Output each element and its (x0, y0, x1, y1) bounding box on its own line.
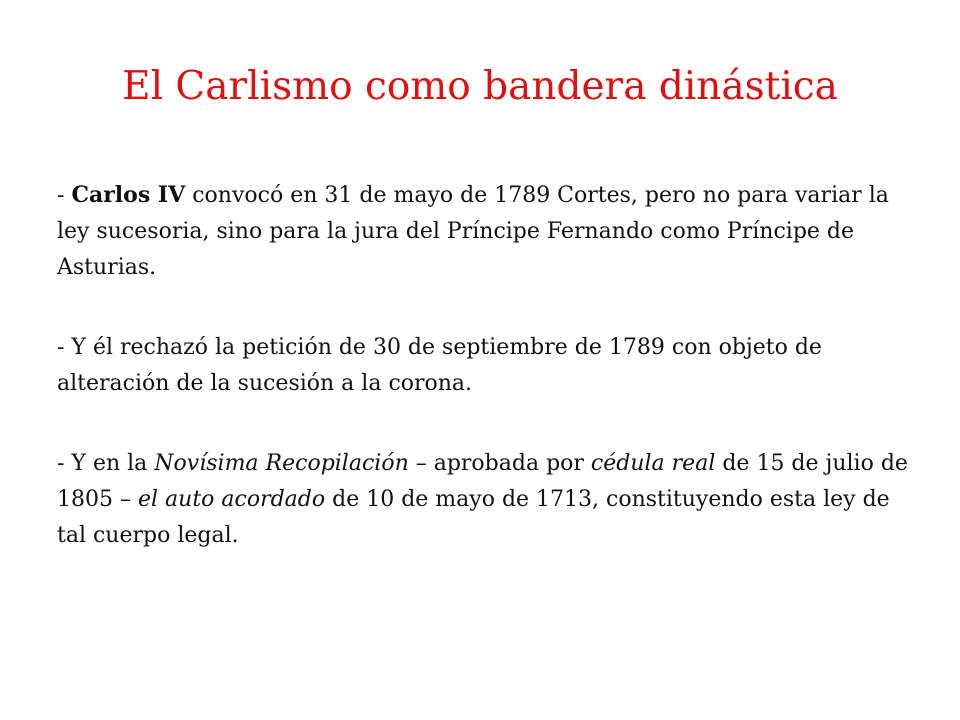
text-run-italic: el auto acordado (137, 487, 326, 512)
text-run-italic: cédula real (590, 451, 716, 476)
text-run: - Y él rechazó la petición de 30 de septiembre de 1789 con objeto de alteración de la sucesión a la corona. (57, 335, 822, 396)
paragraph-novisima-recopilacion (57, 446, 917, 554)
text-run: – aprobada por (408, 451, 591, 476)
text-run: convocó en 31 de mayo de 1789 Cortes, pero no para variar la ley sucesoria, sino para la jura del Príncipe Fernando como Príncipe de Asturias. (57, 183, 889, 280)
text-run: - Y en la (57, 451, 155, 476)
text-run: de 15 de julio de 1805 – (57, 451, 908, 512)
slide-body (57, 177, 917, 554)
text-run: - (57, 183, 72, 208)
paragraph-peticion (57, 330, 917, 402)
slide-title: El Carlismo como bandera dinástica (122, 64, 838, 109)
text-run-italic: Novísima Recopilación (154, 451, 409, 476)
paragraph-carlos-iv (57, 177, 917, 286)
text-run-bold: Carlos IV (71, 182, 186, 208)
text-run: de 10 de mayo de 1713, constituyendo esta ley de tal cuerpo legal. (57, 487, 890, 548)
